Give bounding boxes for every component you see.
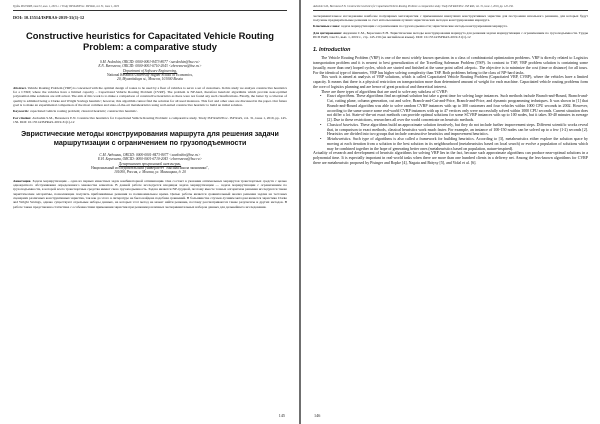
keywords-en	[13, 109, 287, 113]
citation-text-ru: Авдошин С.М., Береснева Е.Н. Эвристические методы конструирования маршрута для решения задачи маршрутизации с ограничением по грузоподъемности. Труды ИСП РАН, том 31, вып. 1, 2019 г., стр. 145-156 (на английском языке). DOI: 10.15514/ISPRAS-2019-31(1)-12	[313, 30, 589, 39]
keywords-label: Keywords:	[13, 109, 30, 114]
algorithm-types-list	[313, 94, 588, 151]
running-head: Труды ИСП РАН, том 31, вып. 1, 2019 г. // Trudy ISP RAN/Proc. ISP RAS, vol. 31, issue 1, 2019	[13, 5, 119, 8]
page-number-left: 145	[278, 413, 285, 418]
authors-block-en	[13, 60, 287, 82]
list-term: Metaheuristics.	[327, 136, 352, 142]
bullet-icon: •	[320, 136, 322, 142]
intro-paragraph-2: This work is aimed at analysis of VRP solutions, which is called Capacitated Vehicle Routing Problem (Capacitated VRP, CVRP), where the vehicles have a limited capacity. It means that there is a physical restriction on transportation more than determined amount of weight for each machine. Capacitated vehicle routing problems form the core of logistics planning and are hence of great practical and theoretical interest.	[313, 74, 588, 89]
right-page	[301, 0, 600, 424]
department-ru: Департамент программной инженерии,	[118, 161, 182, 166]
list-item-exact	[320, 93, 589, 123]
intro-paragraph-3: There are three types of algorithms that are used to solve any subclass of CVRP:	[321, 88, 448, 94]
authors-block-ru	[13, 153, 287, 175]
keywords-ru	[313, 24, 588, 28]
department-en: Department of Software Engineering,	[123, 68, 177, 73]
list-term: Exact algorithms.	[327, 93, 356, 99]
paper-title-ru: Эвристические методы конструирования маршрута для решения задачи маршрутизации с ограничением по грузоподъемности	[21, 130, 279, 147]
citation-label: For citation:	[13, 115, 32, 120]
left-page	[0, 0, 299, 424]
author-1-en: S.M. Avdoshin, ORCID: 0000-0001-8473-8077 <savdoshin@hse.ru>	[99, 59, 201, 64]
abstract-text: Vehicle Routing Problem (VRP) is concerned with the optimal design of routes to be used by a fleet of vehicles to serve a set of customers. In this study we analyze constructive heuristics for a CVRP, where the vehicles have a limited capacity – Capacitated Vehicle Routing Problem (CVRP). The problem is NP-hard, therefore heuristic algorithms which provide near-optimal polynomial-time solutions are still actual. The aim of this work is to make a comparison of constructive heuristics as there were not found any such classifications. Finally, the better by a criterion of quality is admitted being a Clarke and Wright Savings heuristic; however, this algorithm cannot find the solution for all used instances. This fact and other ones are discussed in the paper. Our future goal is to make an experimental comparison of the most common and state-of-the-art metaheuristics using well-suited constructive heuristic to build an initial solution.	[13, 85, 287, 108]
university-en: National Research University Higher School of Economics,	[107, 73, 193, 78]
abstract-en	[13, 86, 287, 107]
keywords-label-ru: Ключевые слова:	[313, 24, 341, 29]
paper-title-en: Constructive heuristics for Capacitated Vehicle Routing Problem: a comparative study	[26, 29, 274, 53]
list-item-classical	[320, 121, 588, 137]
annotation-text: Задача маршрутизации – одна из первых известных задач комбинаторной оптимизации. Она состоит в указании оптимальных маршрутов транспортных средств с целью однократного обслуживания определенного множества клиентов. В данной работе исследуется входящая задача маршрутизации — задача маршрутизации с ограничением по грузоподъемности, в которой всего транспортные средства имеют свою грузоподъемность. Задача является NP-трудной, поэтому вместе точных алгоритмов решения исследуются также эвристические алгоритмы, позволяющие получить приближённые решения за полиномиальное время. Целью работы является сравнительный анализ решения задачи на тестовых сценариях различных конструктивных эвристик, так как до этого в литературе не была найдена подобная сравнений. В большинстве случаев лучшим методом является эвристика Clarke and Wright Savings, однако существуют отдельные наборы данных, на которых этот метод не может найти решение, поэтому рассматриваются также результаты и других методов. В работе также представлена статистика с особенностями применения эвристик при решении различных экспериментальных наборов данных для дальнейшего исследования.	[13, 178, 287, 209]
abstract-label: Abstract.	[13, 85, 27, 90]
keywords-text: capacitated vehicle routing problem; classical heuristic; constructive heuristic.	[29, 109, 138, 114]
address-ru: 101000, Россия, г. Москва, ул. Мясницкая, д. 20	[114, 170, 186, 175]
university-ru: Национальный исследовательский университет "Высшая школа экономики",	[91, 166, 209, 171]
list-text: These algorithms find an optimal solution but take a great time for solving large instances. Such methods include Branch-and-Bound, Branch-and-Cut, cutting plane, column generation, cut and solve, Branch-and-Cut-and-Price, Branch-and-Price, and dynamic programming techniques. It was shown in [1] that Branch-and-Bound algorithm was able to solve random CVRP instances with up to 300 customers and four vehicles within 1000 CPU seconds in 2002. However, according to the same source some real-world CVRP instances with up to 47 vertices only were successfully solved within 1000 CPU seconds. Current situation does not differ a lot. State-of-the-art exact methods can provide optimal solutions for some SCVRP instances with up to 100 nodes, but it takes 30-40 minutes in average [2]. Due to these restrictions, researchers all over the world concentrate on heuristic methods.	[327, 93, 589, 123]
list-text: Such type of algorithms is also called a framework for building heuristics. According to [3], metaheuristics either explore the solution space by moving at each iteration from a solution to the best solution in its neighbourhood (metaheuristics based on local search) or evolve a population of solutions which may be combined together in the hope of generating better ones (metaheuristics based on population, nature-inspired).	[327, 136, 588, 151]
header-rule-right	[313, 10, 588, 11]
section-title-introduction: 1. Introduction	[313, 47, 351, 54]
author-1-ru: С.М. Авдошин, ORCID: 0000-0001-8473-8077 <savdoshin@hse.ru>	[99, 152, 201, 157]
citation-text: Avdoshin S.M., Beresneva E.N. Constructive heuristics for Capacitated Vehicle Routing Problem: a comparative study. Trudy ISP RAN/Proc. ISP RAS, vol. 31, issue 1, 2019, pp. 145-156. DOI: 10.15514/ISPRAS-2019-31(1)-12	[13, 115, 287, 124]
annotation-ru	[13, 179, 287, 209]
citation-ru	[313, 31, 588, 40]
keywords-text-ru: задача маршрутизации с ограничением по грузоподъемности; эвристические методы конструирования маршрута.	[340, 24, 508, 29]
header-rule	[13, 10, 287, 11]
bullet-icon: •	[320, 121, 322, 127]
list-text: These algorithms build an approximate solution iteratively, but they do not include further improvement steps. Different scientific works reveal that, in comparison to exact methods, classical heuristics work much faster. For example, an instance of 100-150 nodes can be solved up to a few (1-2) seconds [2]. Heuristics are divided into two groups that include constructive heuristics and improvement heuristics.	[327, 121, 588, 137]
address-en: 20, Myasnitskaya st., Moscow, 101000 Russia	[117, 77, 183, 82]
list-term: Classical heuristics.	[327, 121, 360, 127]
intro-paragraph-1: The Vehicle Routing Problem (VRP) is one of the most widely known questions in a class of combinatorial optimization problems. VRP is directly related to Logistics transportation problem and it is nearest to best generalization of the Travelling Salesman Problem (TSP). In contrast to TSP, VRP problem solution is containing some (usually, more than one) looped cycles, which are started and finished at the same point called «depot». The objective is to minimize the cost (time or distance) for all tours. For the identical type of itineraries, VRP has higher solving complexity than TSP. Both problems belong to the class of NP-hard tasks.	[313, 55, 588, 75]
page-number-right: 146	[314, 413, 321, 418]
doi: DOI: 10.15514/ISPRAS-2019-31(1)-12	[13, 14, 85, 20]
author-2-en: E.N. Beresneva, ORCID: 0000-0001-6710-2043 <eberesneva@hse.ru>	[98, 64, 202, 69]
annotation-ru-continued: экспериментальное исследование наиболее популярных метаэвристик с применением наилучших конструктивных эвристик для построения начального решения, для которых будут получены предварительные решения за счет использования лучших эвристических методов конструирования маршрута.	[313, 13, 588, 23]
author-2-ru: Е.Н. Береснева, ORCID: 0000-0001-6710-2043 <eberesneva@hse.ru>	[97, 157, 203, 162]
citation-en	[13, 116, 287, 125]
list-item-metaheuristics	[320, 136, 588, 151]
running-head-right: Avdoshin S.M., Beresneva E.N. Constructive heuristics for Capacitated Vehicle Routing Problem: a comparative study. Trudy ISP RAN/Proc. ISP RAS, vol. 31, issue 1, 2019, pp. 145-156.	[313, 5, 514, 8]
intro-paragraph-4: Actuality of research and development of heuristic algorithms for solving VRP lies in the fact, because such approximate algorithms can produce near-optimal solutions in a polynomial time. It is especially important in real-world tasks when there are more than one hundred clients in a delivery net. Among the less-known algorithms for CVRP there are metaheuristic proposed by Pisinger and Ropke [4], Nagata and Bräysy [5], and Vidal et al. [6].	[313, 150, 588, 165]
bullet-icon: •	[320, 93, 322, 99]
annotation-label: Аннотация.	[13, 178, 32, 183]
citation-label-ru: Для цитирования:	[313, 30, 342, 35]
